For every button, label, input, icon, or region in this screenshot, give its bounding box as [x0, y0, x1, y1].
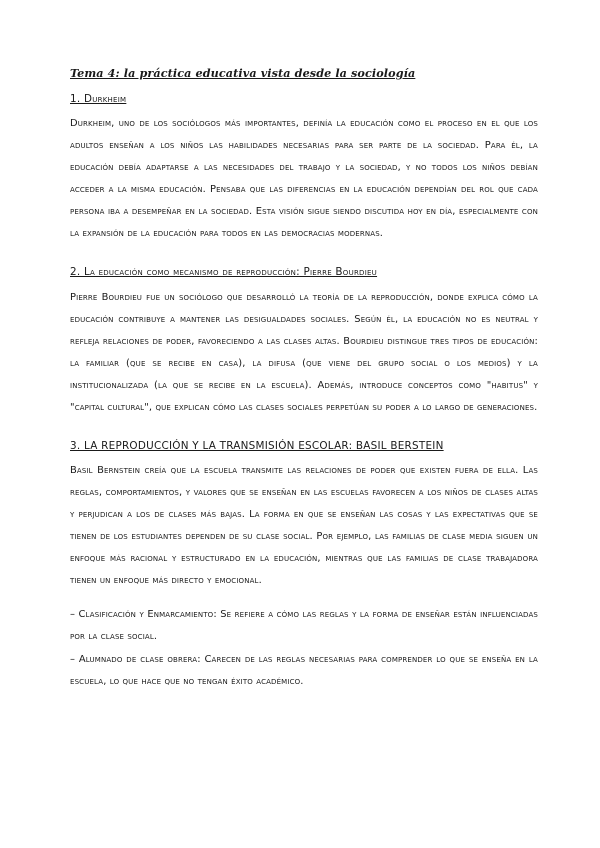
list-item: – Clasificación y Enmarcamiento: Se refiere a cómo las reglas y la forma de enseñar están influenciadas por la clase social.: [70, 609, 538, 643]
section-heading-3: 3. LA REPRODUCCIÓN Y LA TRANSMISIÓN ESCOLAR: BASIL BERSTEIN: [70, 439, 444, 452]
section-heading-1: 1. Durkheim: [70, 92, 127, 105]
section-3-bullet-list: [70, 604, 538, 693]
section-heading-2: 2. La educación como mecanismo de reproducción: Pierre Bourdieu: [70, 266, 378, 279]
list-item: – Alumnado de clase obrera: Carecen de las reglas necesarias para comprender lo que se enseña en la escuela, lo que hace que no tengan éxito académico.: [70, 654, 538, 688]
section-1-paragraph-1: Durkheim, uno de los sociólogos más importantes, definía la educación como el proceso en el que los adultos enseñan a los niños las habilidades necesarias para ser parte de la sociedad. Para él, la educación debía adaptarse a las necesidades del trabajo y la sociedad, y no todos los niños debían acceder a la misma educación. Pensaba que las diferencias en la educación dependían del rol que cada persona iba a desempeñar en la sociedad. Esta visión sigue siendo discutida hoy en día, especialmente con la expansión de la educación para todos en las democracias modernas.: [70, 118, 538, 240]
section-durkheim: [70, 92, 538, 246]
page-title: Tema 4: la práctica educativa vista desde la sociología: [70, 66, 416, 80]
section-3-paragraph-1: Basil Bernstein creía que la escuela transmite las relaciones de poder que existen fuera de ella. Las reglas, comportamientos, y valores que se enseñan en las escuelas favorecen a los niños de clases altas y perjudican a los de clases más bajas. La forma en que se enseñan las cosas y las expectativas que se tienen de los estudiantes dependen de su clase social. Por ejemplo, las familias de clase media siguen un enfoque más racional y estructurado en la educación, mientras que las familias de clase trabajadora tienen un enfoque más directo y emocional.: [70, 465, 538, 587]
section-2-paragraph-1: Pierre Bourdieu fue un sociólogo que desarrolló la teoría de la reproducción, donde explica cómo la educación contribuye a mantener las desigualdades sociales. Según él, la educación no es neutral y refleja relaciones de poder, favoreciendo a las clases altas. Bourdieu distingue tres tipos de educación: la familiar (que se recibe en casa), la difusa (que viene del grupo social o los medios) y la institucionalizada (la que se recibe en la escuela). Además, introduce conceptos como "habitus" y "capital cultural", que explican cómo las clases sociales perpetúan su poder a lo largo de generaciones.: [70, 291, 538, 413]
section-bourdieu: [70, 265, 538, 419]
section-bernstein: [70, 439, 538, 693]
